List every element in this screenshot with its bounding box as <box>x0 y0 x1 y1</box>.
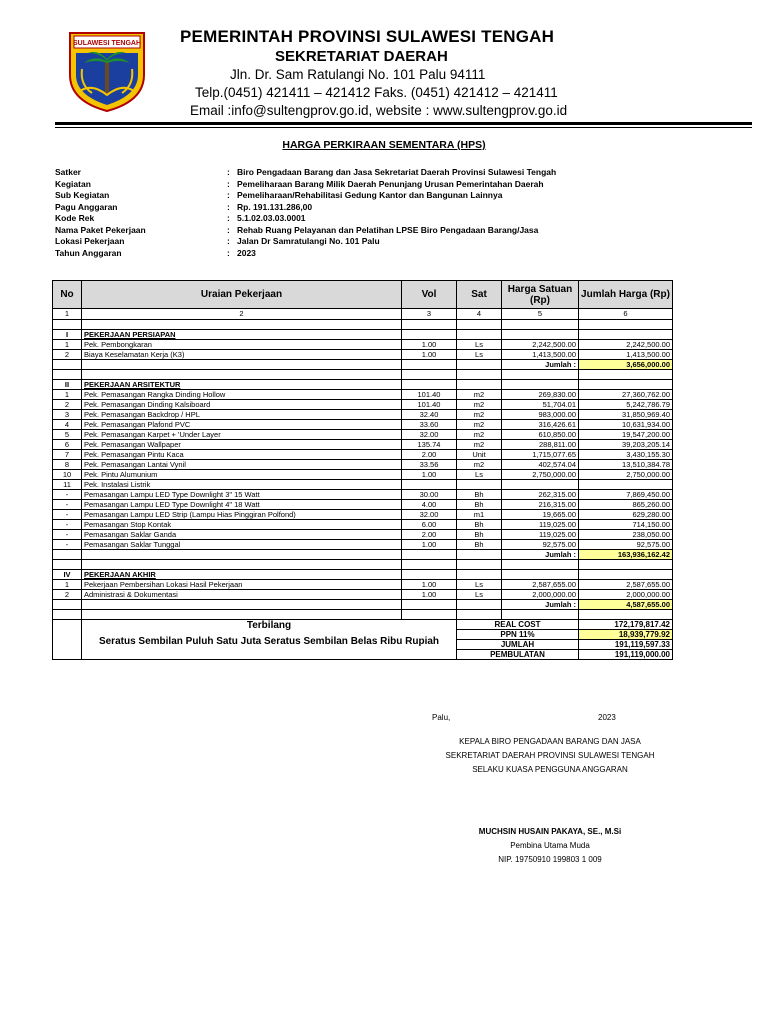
info-label: Pagu Anggaran <box>55 201 118 212</box>
item-description: Biaya Keselamatan Kerja (K3) <box>82 350 402 360</box>
index-cell: 5 <box>502 309 579 320</box>
item-no: 2 <box>53 590 82 600</box>
document-title: HARGA PERKIRAAN SEMENTARA (HPS) <box>282 139 486 151</box>
blank-cell <box>53 550 82 560</box>
letterhead-address: Jln. Dr. Sam Ratulangi No. 101 Palu 94111 <box>230 67 486 82</box>
blank-cell <box>53 610 82 620</box>
item-description: Pemasangan Lampu LED Strip (Lampu Hias Pinggiran Polfond) <box>82 510 402 520</box>
signatory-nip: NIP. 19750910 199803 1 009 <box>498 855 602 864</box>
signatory-name: MUCHSIN HUSAIN PAKAYA, SE., M.Si <box>478 827 622 836</box>
item-unit-price: 316,426.61 <box>502 420 579 430</box>
item-unit-price: 92,575.00 <box>502 540 579 550</box>
item-unit: Bh <box>457 490 502 500</box>
table-row <box>53 500 673 510</box>
item-no: - <box>53 510 82 520</box>
item-volume: 135.74 <box>402 440 457 450</box>
info-row <box>55 248 745 260</box>
blank-cell <box>502 610 579 620</box>
item-no: 5 <box>53 430 82 440</box>
table-row <box>53 540 673 550</box>
summary-value: 191,119,000.00 <box>579 650 673 660</box>
item-unit-price: 1,715,077.65 <box>502 450 579 460</box>
item-no: - <box>53 540 82 550</box>
info-block <box>55 167 745 259</box>
table-row <box>53 490 673 500</box>
table-row <box>53 420 673 430</box>
index-cell: 1 <box>53 309 82 320</box>
item-unit-price: 119,025.00 <box>502 530 579 540</box>
table-row <box>53 450 673 460</box>
blank-cell <box>82 560 402 570</box>
info-label: Satker <box>55 167 81 177</box>
province-emblem-logo <box>62 29 152 113</box>
item-total: 2,587,655.00 <box>579 580 673 590</box>
info-label: Kegiatan <box>55 178 91 189</box>
info-colon: : <box>227 167 230 177</box>
item-total: 39,203,205.14 <box>579 440 673 450</box>
blank-cell <box>402 560 457 570</box>
blank-cell <box>82 600 402 610</box>
info-value: 2023 <box>237 247 256 258</box>
blank-cell <box>402 360 457 370</box>
info-colon: : <box>227 236 230 246</box>
item-volume: 32.40 <box>402 410 457 420</box>
table-row <box>53 400 673 410</box>
section-no: II <box>53 380 82 390</box>
item-no: - <box>53 500 82 510</box>
info-row <box>55 225 745 237</box>
item-unit-price <box>502 480 579 490</box>
blank-cell <box>402 370 457 380</box>
subtotal-value: 163,936,162.42 <box>579 550 673 560</box>
table-row <box>53 580 673 590</box>
blank-cell <box>502 380 579 390</box>
info-value: Biro Pengadaan Barang dan Jasa Sekretariat Daerah Provinsi Sulawesi Tengah <box>237 167 557 177</box>
blank-cell <box>457 560 502 570</box>
table-row <box>53 440 673 450</box>
blank-cell <box>457 610 502 620</box>
summary-row <box>53 620 673 630</box>
item-description: Pek. Pemasangan Plafond PVC <box>82 420 402 430</box>
section-title <box>82 570 402 580</box>
info-value: Pemeliharaan/Rehabilitasi Gedung Kantor dan Bangunan Lainnya <box>237 190 503 200</box>
header-harga-satuan: Harga Satuan (Rp) <box>502 281 579 309</box>
info-label: Tahun Anggaran <box>55 247 122 258</box>
item-unit-price: 2,750,000.00 <box>502 470 579 480</box>
table-index-row <box>53 309 673 320</box>
section-no: IV <box>53 570 82 580</box>
table-row <box>53 530 673 540</box>
signature-title-3: SELAKU KUASA PENGGUNA ANGGARAN <box>472 765 628 774</box>
item-no: 1 <box>53 390 82 400</box>
subtotal-label: Jumlah : <box>502 600 579 610</box>
info-value: Rp. 191.131.286,00 <box>237 201 313 212</box>
item-volume <box>402 480 457 490</box>
item-unit: m2 <box>457 460 502 470</box>
item-no: 1 <box>53 340 82 350</box>
item-no: - <box>53 530 82 540</box>
hps-table <box>52 280 673 660</box>
item-total: 1,413,500.00 <box>579 350 673 360</box>
info-row <box>55 167 745 179</box>
terbilang-cell <box>82 620 457 660</box>
item-unit: Bh <box>457 520 502 530</box>
blank-cell <box>579 370 673 380</box>
info-value: Jalan Dr Samratulangi No. 101 Palu <box>237 236 380 246</box>
item-unit-price: 262,315.00 <box>502 490 579 500</box>
table-row <box>53 510 673 520</box>
info-label: Nama Paket Pekerjaan <box>55 224 146 235</box>
table-row <box>53 460 673 470</box>
signature-place: Palu, <box>432 713 451 722</box>
summary-value: 191,119,597.33 <box>579 640 673 650</box>
item-total: 865,260.00 <box>579 500 673 510</box>
item-unit-price: 119,025.00 <box>502 520 579 530</box>
blank-cell <box>402 380 457 390</box>
index-cell: 4 <box>457 309 502 320</box>
item-volume: 32.00 <box>402 430 457 440</box>
item-total: 238,050.00 <box>579 530 673 540</box>
item-volume: 1.00 <box>402 580 457 590</box>
info-colon: : <box>227 224 230 235</box>
info-colon: : <box>227 201 230 212</box>
item-description: Pek. Pemasangan Pintu Kaca <box>82 450 402 460</box>
item-unit <box>457 480 502 490</box>
blank-cell <box>457 570 502 580</box>
blank-cell <box>402 320 457 330</box>
item-total: 7,869,450.00 <box>579 490 673 500</box>
blank-cell <box>502 370 579 380</box>
item-unit: m2 <box>457 410 502 420</box>
item-description: Pemasangan Lampu LED Type Downlight 4" 18 Watt <box>82 500 402 510</box>
subtotal-label: Jumlah : <box>502 360 579 370</box>
section-title-text: PEKERJAAN PERSIAPAN <box>84 329 176 339</box>
item-unit-price: 51,704.01 <box>502 400 579 410</box>
item-unit-price: 1,413,500.00 <box>502 350 579 360</box>
item-unit: Bh <box>457 500 502 510</box>
item-total: 10,631,934.00 <box>579 420 673 430</box>
index-cell: 6 <box>579 309 673 320</box>
table-row <box>53 410 673 420</box>
item-total: 92,575.00 <box>579 540 673 550</box>
item-volume: 1.00 <box>402 350 457 360</box>
item-volume: 1.00 <box>402 590 457 600</box>
letterhead-email: Email :info@sultengprov.go.id, website : www.sultengprov.go.id <box>190 103 568 118</box>
item-no: 10 <box>53 470 82 480</box>
item-no: 6 <box>53 440 82 450</box>
blank-cell <box>579 560 673 570</box>
item-unit: Ls <box>457 340 502 350</box>
blank-cell <box>502 560 579 570</box>
letterhead-phone: Telp.(0451) 421411 – 421412 Faks. (0451) 421412 – 421411 <box>195 85 558 100</box>
info-value: Pemeliharaan Barang Milik Daerah Penunjang Urusan Pemerintahan Daerah <box>237 178 544 189</box>
header-vol: Vol <box>402 281 457 309</box>
blank-row <box>53 560 673 570</box>
item-unit: m2 <box>457 420 502 430</box>
blank-cell <box>457 550 502 560</box>
blank-cell <box>53 560 82 570</box>
item-description: Pekerjaan Pembersihan Lokasi Hasil Pekerjaan <box>82 580 402 590</box>
info-label: Kode Rek <box>55 213 95 223</box>
index-cell: 3 <box>402 309 457 320</box>
item-unit: Ls <box>457 470 502 480</box>
terbilang-text: Seratus Sembilan Puluh Satu Juta Seratus Sembilan Belas Ribu Rupiah <box>98 636 440 647</box>
item-unit: Bh <box>457 540 502 550</box>
item-total: 2,242,500.00 <box>579 340 673 350</box>
blank-cell <box>457 370 502 380</box>
item-unit: Unit <box>457 450 502 460</box>
footer-no-cell <box>53 620 82 660</box>
table-row <box>53 430 673 440</box>
item-volume: 1.00 <box>402 340 457 350</box>
item-total: 27,360,762.00 <box>579 390 673 400</box>
item-volume: 30.00 <box>402 490 457 500</box>
section-no: I <box>53 330 82 340</box>
item-total: 13,510,384.78 <box>579 460 673 470</box>
blank-cell <box>502 330 579 340</box>
summary-value: 18,939,779.92 <box>579 630 673 640</box>
item-total: 714,150.00 <box>579 520 673 530</box>
item-volume: 33.56 <box>402 460 457 470</box>
item-volume: 101.40 <box>402 400 457 410</box>
item-unit-price: 288,811.00 <box>502 440 579 450</box>
info-row <box>55 190 745 202</box>
blank-row <box>53 370 673 380</box>
blank-cell <box>82 360 402 370</box>
info-value: 5.1.02.03.03.0001 <box>237 213 306 223</box>
section-title-text: PEKERJAAN ARSITEKTUR <box>84 379 181 389</box>
blank-cell <box>402 330 457 340</box>
blank-cell <box>402 610 457 620</box>
blank-cell <box>402 570 457 580</box>
signatory-rank: Pembina Utama Muda <box>510 841 590 850</box>
info-label: Sub Kegiatan <box>55 190 110 200</box>
item-description: Administrasi & Dokumentasi <box>82 590 402 600</box>
item-description: Pek. Pemasangan Rangka Dinding Hollow <box>82 390 402 400</box>
blank-cell <box>82 370 402 380</box>
item-description: Pemasangan Saklar Ganda <box>82 530 402 540</box>
info-row <box>55 179 745 191</box>
blank-cell <box>457 320 502 330</box>
item-total: 3,430,155.30 <box>579 450 673 460</box>
item-unit: Ls <box>457 350 502 360</box>
blank-cell <box>579 610 673 620</box>
item-unit-price: 402,574.04 <box>502 460 579 470</box>
item-total: 629,280.00 <box>579 510 673 520</box>
blank-cell <box>402 600 457 610</box>
summary-label: PEMBULATAN <box>457 650 579 660</box>
item-no: 2 <box>53 400 82 410</box>
item-unit: m2 <box>457 430 502 440</box>
item-unit-price: 983,000.00 <box>502 410 579 420</box>
header-sat: Sat <box>457 281 502 309</box>
item-volume: 2.00 <box>402 530 457 540</box>
item-description: Pek. Pemasangan Dinding Kalsiboard <box>82 400 402 410</box>
item-no: 2 <box>53 350 82 360</box>
item-no: 1 <box>53 580 82 590</box>
blank-cell <box>82 550 402 560</box>
summary-label: REAL COST <box>457 620 579 630</box>
item-no: - <box>53 490 82 500</box>
info-row <box>55 213 745 225</box>
section-title-text: PEKERJAAN AKHIR <box>84 569 156 579</box>
info-colon: : <box>227 247 230 258</box>
item-volume: 4.00 <box>402 500 457 510</box>
item-description: Pek. Instalasi Listrik <box>82 480 402 490</box>
svg-text:SULAWESI TENGAH: SULAWESI TENGAH <box>72 40 142 47</box>
blank-cell <box>502 320 579 330</box>
table-row <box>53 590 673 600</box>
subtotal-label: Jumlah : <box>502 550 579 560</box>
item-total: 2,750,000.00 <box>579 470 673 480</box>
item-description: Pemasangan Lampu LED Type Downlight 3" 15 Watt <box>82 490 402 500</box>
item-volume: 1.00 <box>402 540 457 550</box>
blank-cell <box>579 380 673 390</box>
blank-cell <box>579 570 673 580</box>
item-description: Pek. Pemasangan Karpet + 'Under Layer <box>82 430 402 440</box>
item-no: 4 <box>53 420 82 430</box>
signature-year: 2023 <box>598 713 616 722</box>
subtotal-row <box>53 550 673 560</box>
item-description: Pemasangan Saklar Tunggal <box>82 540 402 550</box>
item-description: Pek. Pemasangan Backdrop / HPL <box>82 410 402 420</box>
item-no: 8 <box>53 460 82 470</box>
subtotal-row <box>53 600 673 610</box>
letterhead <box>180 27 740 120</box>
summary-label: JUMLAH <box>457 640 579 650</box>
item-description: Pek. Pintu Alumunium <box>82 470 402 480</box>
letterhead-rule-thick <box>55 122 752 125</box>
table-row <box>53 340 673 350</box>
info-label: Lokasi Pekerjaan <box>55 236 125 246</box>
item-unit-price: 19,665.00 <box>502 510 579 520</box>
item-unit: m2 <box>457 440 502 450</box>
header-no: No <box>53 281 82 309</box>
item-unit-price: 610,850.00 <box>502 430 579 440</box>
item-volume: 1.00 <box>402 470 457 480</box>
section-row <box>53 570 673 580</box>
item-volume: 32.00 <box>402 510 457 520</box>
item-unit-price: 2,587,655.00 <box>502 580 579 590</box>
blank-cell <box>457 600 502 610</box>
item-total: 19,547,200.00 <box>579 430 673 440</box>
blank-row <box>53 610 673 620</box>
header-jumlah-harga: Jumlah Harga (Rp) <box>579 281 673 309</box>
item-volume: 2.00 <box>402 450 457 460</box>
blank-cell <box>502 570 579 580</box>
info-row <box>55 202 745 214</box>
blank-cell <box>457 380 502 390</box>
info-value: Rehab Ruang Pelayanan dan Pelatihan LPSE Biro Pengadaan Barang/Jasa <box>237 224 539 235</box>
item-unit: Ls <box>457 590 502 600</box>
item-unit: Bh <box>457 530 502 540</box>
item-description: Pek. Pembongkaran <box>82 340 402 350</box>
item-no: - <box>53 520 82 530</box>
section-row <box>53 330 673 340</box>
blank-cell <box>53 360 82 370</box>
section-title <box>82 380 402 390</box>
item-volume: 33.60 <box>402 420 457 430</box>
info-colon: : <box>227 190 230 200</box>
item-description: Pemasangan Stop Kontak <box>82 520 402 530</box>
letterhead-office: SEKRETARIAT DAERAH <box>275 48 448 65</box>
signature-title-2: SEKRETARIAT DAERAH PROVINSI SULAWESI TENGAH <box>445 751 655 760</box>
table-row <box>53 470 673 480</box>
item-total: 2,000,000.00 <box>579 590 673 600</box>
blank-cell <box>53 320 82 330</box>
item-volume: 6.00 <box>402 520 457 530</box>
blank-cell <box>457 330 502 340</box>
table-header-row <box>53 281 673 309</box>
item-unit-price: 2,242,500.00 <box>502 340 579 350</box>
item-description: Pek. Pemasangan Lantai Vynil <box>82 460 402 470</box>
info-colon: : <box>227 213 230 223</box>
blank-cell <box>82 610 402 620</box>
subtotal-value: 3,656,000.00 <box>579 360 673 370</box>
subtotal-row <box>53 360 673 370</box>
header-uraian: Uraian Pekerjaan <box>82 281 402 309</box>
summary-value: 172,179,817.42 <box>579 620 673 630</box>
blank-cell <box>53 600 82 610</box>
item-total <box>579 480 673 490</box>
signature-title-1: KEPALA BIRO PENGADAAN BARANG DAN JASA <box>459 737 641 746</box>
blank-cell <box>457 360 502 370</box>
item-unit-price: 2,000,000.00 <box>502 590 579 600</box>
letterhead-rule-thin <box>55 127 752 128</box>
item-unit: m2 <box>457 390 502 400</box>
blank-cell <box>579 320 673 330</box>
item-total: 5,242,786.79 <box>579 400 673 410</box>
item-no: 3 <box>53 410 82 420</box>
blank-cell <box>402 550 457 560</box>
blank-cell <box>82 320 402 330</box>
item-total: 31,850,969.40 <box>579 410 673 420</box>
item-description: Pek. Pemasangan Wallpaper <box>82 440 402 450</box>
terbilang-label: Terbilang <box>246 620 292 631</box>
table-row <box>53 390 673 400</box>
section-title <box>82 330 402 340</box>
item-no: 11 <box>53 480 82 490</box>
index-cell: 2 <box>82 309 402 320</box>
subtotal-value: 4,587,655.00 <box>579 600 673 610</box>
section-row <box>53 380 673 390</box>
item-volume: 101.40 <box>402 390 457 400</box>
blank-cell <box>579 330 673 340</box>
table-row <box>53 350 673 360</box>
item-unit-price: 216,315.00 <box>502 500 579 510</box>
letterhead-government: PEMERINTAH PROVINSI SULAWESI TENGAH <box>180 27 555 46</box>
table-row <box>53 520 673 530</box>
blank-row <box>53 320 673 330</box>
item-unit-price: 269,830.00 <box>502 390 579 400</box>
blank-cell <box>53 370 82 380</box>
item-no: 7 <box>53 450 82 460</box>
info-row <box>55 236 745 248</box>
summary-label: PPN 11% <box>457 630 579 640</box>
item-unit: m2 <box>457 400 502 410</box>
table-row <box>53 480 673 490</box>
item-unit: Ls <box>457 580 502 590</box>
item-unit: m1 <box>457 510 502 520</box>
info-colon: : <box>227 178 230 189</box>
